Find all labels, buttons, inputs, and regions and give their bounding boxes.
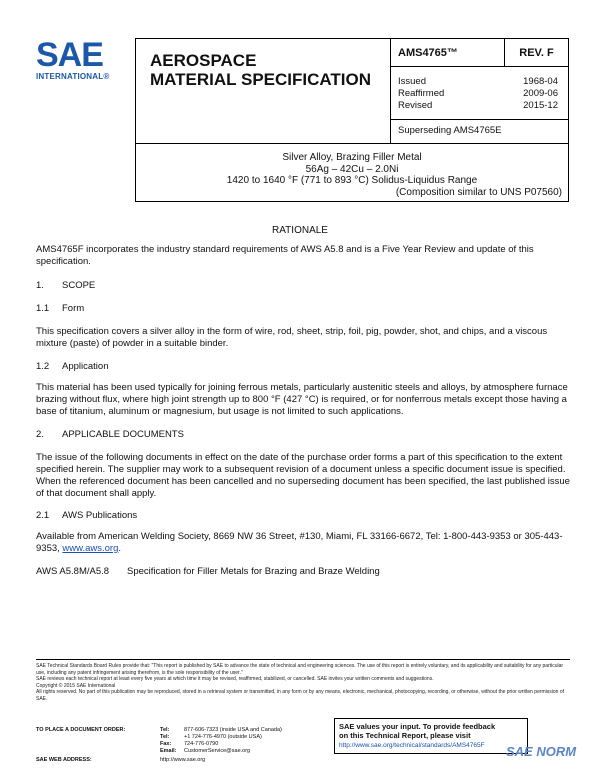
rationale-text: AMS4765F incorporates the industry standard requirements of AWS A5.8 and is a Five Year Review and update of this specification. — [36, 244, 534, 267]
section-1-2-heading: 1.2 Application — [36, 361, 109, 372]
revision-label: REV. F — [505, 39, 568, 67]
document-number: AMS4765™ — [390, 39, 505, 67]
section-2-heading: 2. APPLICABLE DOCUMENTS — [36, 429, 184, 440]
footer-divider — [36, 659, 570, 660]
date-row-revised: Revised 2015-12 — [398, 100, 558, 111]
feedback-line-2: on this Technical Report, please visit — [339, 731, 471, 740]
date-row-issued: Issued 1968-04 — [398, 76, 558, 87]
rationale-heading: RATIONALE — [272, 225, 328, 236]
title-line-2: MATERIAL SPECIFICATION — [150, 70, 371, 89]
section-2-1-heading: 2.1 AWS Publications — [36, 510, 138, 521]
order-label: TO PLACE A DOCUMENT ORDER: — [36, 727, 126, 733]
header-title-cell — [136, 39, 391, 143]
order-contact-row: Tel: 877-606-7323 (inside USA and Canada) — [160, 727, 282, 733]
section-1-2-text: This material has been used typically for joining ferrous metals, particularly austenitic steels and alloys, by atmosphere furnace brazing without flux, where high joint strength up to 800 °F (427 °C) is required, or for nonferrous metals except those having a base of titanium, aluminum or magnesium, but usage is not limited to such applications. — [36, 382, 568, 417]
order-contact-row: Fax: 724-776-0790 — [160, 741, 219, 747]
material-title-line-1: Silver Alloy, Brazing Filler Metal — [282, 152, 422, 163]
material-title-line-3: 1420 to 1640 °F (771 to 893 °C) Solidus-Liquidus Range — [226, 175, 478, 186]
sae-logo — [36, 38, 122, 81]
reference-entry — [36, 566, 570, 578]
material-title-line-4: (Composition similar to UNS P07560) — [395, 186, 562, 198]
order-contact-row: Tel: +1 724-776-4970 (outside USA) — [160, 734, 262, 740]
footer-copyright: Copyright © 2015 SAE International — [36, 682, 116, 689]
material-title-line-2: 56Ag – 42Cu – 2.0Ni — [305, 163, 399, 175]
section-2-1-text: Available from American Welding Society, 8669 NW 36 Street, #130, Miami, FL 33166-6672, Tel: 1-800-443-9353 or 305-443-9353, www.aws.org. — [36, 531, 563, 554]
superseding-note: Superseding AMS4765E — [390, 119, 568, 143]
section-1-heading: 1. SCOPE — [36, 280, 96, 291]
section-1-1-text: This specification covers a silver alloy in the form of wire, rod, sheet, strip, foil, pig, powder, shot, and chips, and a viscous mixture (paste) of powder in a suitable binder. — [36, 326, 548, 349]
legal-footer — [36, 659, 570, 702]
footer-paragraph-4: All rights reserved. No part of this publication may be reproduced, stored in a retrieval system or transmitted, in any form or by any means, electronic, mechanical, photocopying, recording, or otherwise, without the prior written permission of SAE. — [36, 689, 565, 702]
section-2-text: The issue of the following documents in effect on the date of the purchase order forms a part of this specification to the extent specified herein. The supplier may work to a subsequent revision of a document unless a specific document issue is specified. When the referenced document has been cancelled and no superseding document has been specified, the last published issue of that document shall apply. — [36, 452, 570, 499]
order-contact-row: Email: CustomerService@sae.org — [160, 748, 251, 754]
reference-code: AWS A5.8M/A5.8 — [36, 566, 110, 577]
web-address-label: SAE WEB ADDRESS: — [36, 757, 92, 763]
spec-header — [135, 38, 569, 144]
footer-paragraph-2: SAE reviews each technical report at least every five years at which time it may be revised, reaffirmed, stabilized, or cancelled. SAE invites your written comments and suggestions. — [36, 676, 434, 682]
header-info-cell — [390, 39, 568, 143]
aws-link[interactable]: www.aws.org — [62, 543, 119, 554]
logo-subtext: INTERNATIONAL® — [36, 72, 110, 81]
document-type-title — [150, 51, 371, 89]
section-1-1-heading: 1.1 Form — [36, 303, 85, 314]
logo-text: SAE — [36, 36, 103, 74]
feedback-box — [334, 718, 528, 754]
feedback-line-1: SAE values your input. To provide feedback — [339, 722, 496, 731]
material-title-block — [135, 144, 569, 202]
title-line-1: AEROSPACE — [150, 51, 257, 70]
reference-title: Specification for Filler Metals for Brazing and Braze Welding — [127, 566, 380, 577]
order-contacts — [160, 727, 282, 755]
date-list — [398, 76, 558, 112]
date-row-reaffirmed: Reaffirmed 2009-06 — [398, 88, 558, 99]
web-address-link[interactable]: http://www.sae.org — [160, 757, 206, 763]
watermark-logo: SAE NORM — [506, 744, 577, 759]
feedback-link[interactable]: http://www.sae.org/technical/standards/AMS4765F — [339, 742, 485, 749]
footer-paragraph-1: SAE Technical Standards Board Rules provide that: "This report is published by SAE to advance the state of technical and engineering sciences. The use of this report is entirely voluntary, and its applicability and suitability for any particular use, including any patent infringement arising therefrom, is the sole responsibility of the user." — [36, 663, 564, 676]
